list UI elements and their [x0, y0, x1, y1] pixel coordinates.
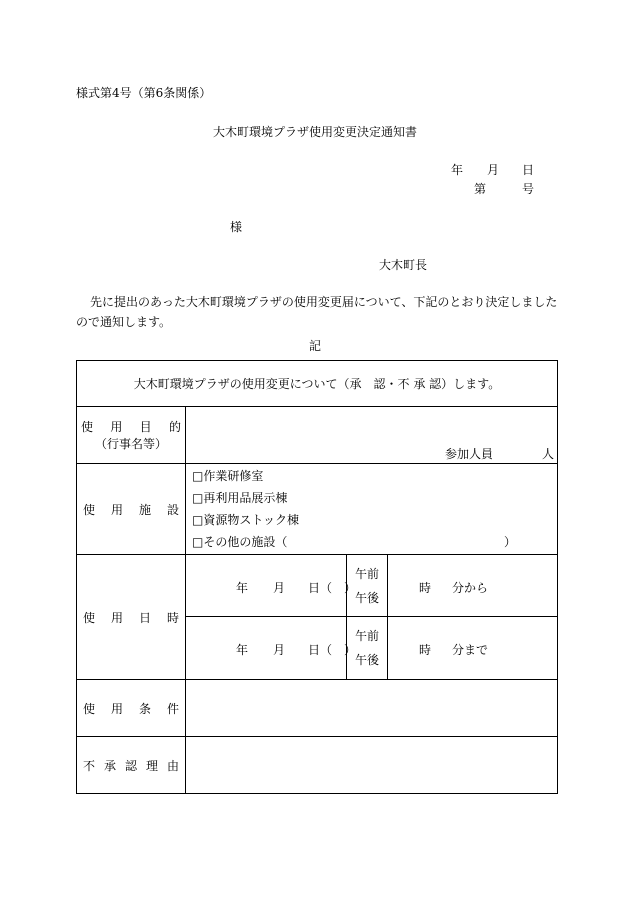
- end-day: 日（ ）: [308, 643, 357, 657]
- conditions-label-char: 件: [166, 701, 179, 716]
- date-day: 日: [522, 163, 535, 177]
- start-hour: 時: [419, 581, 432, 595]
- purpose-sub-label: （行事名等）: [94, 437, 167, 451]
- end-pm[interactable]: 午後: [354, 653, 379, 667]
- conditions-label-char: 用: [110, 701, 123, 716]
- start-day: 日（ ）: [308, 581, 357, 595]
- conditions-label-char: 使: [83, 701, 96, 716]
- purpose-label-char: 使: [81, 420, 94, 434]
- purpose-label-char: 目: [139, 420, 152, 434]
- start-date-field[interactable]: [186, 555, 357, 617]
- sender-name: 大木町長: [379, 258, 428, 272]
- purpose-field[interactable]: [186, 407, 558, 464]
- approval-header: 大木町環境プラザの使用変更について（承 認・不 承 認）します。: [77, 361, 558, 407]
- document-title: 大木町環境プラザ使用変更決定通知書: [212, 125, 417, 139]
- purpose-label-char: 用: [110, 420, 123, 434]
- body-text-line2: ので通知します。: [76, 315, 172, 329]
- end-month: 月: [273, 643, 286, 657]
- conditions-label-cell: [77, 680, 186, 737]
- facility-label-cell: [77, 464, 186, 555]
- purpose-label-char: 的: [168, 420, 181, 434]
- facility-other-close: ）: [504, 535, 517, 549]
- reason-label-char: 認: [124, 758, 137, 773]
- date-year: 年: [451, 163, 464, 177]
- form-number: 様式第4号（第6条関係）: [76, 86, 212, 100]
- reason-label-char: 承: [103, 758, 116, 773]
- start-from: 分から: [452, 581, 489, 595]
- date-month: 月: [487, 163, 500, 177]
- body-text-line1: 先に提出のあった大木町環境プラザの使用変更届について、下記のとおり決定しました: [90, 295, 558, 309]
- conditions-field[interactable]: [186, 680, 558, 737]
- end-year: 年: [236, 643, 249, 657]
- facility-label-char: 設: [166, 502, 179, 517]
- reason-label-cell: [77, 737, 186, 794]
- facility-other-label: □その他の施設（: [192, 535, 288, 549]
- reason-field[interactable]: [186, 737, 558, 794]
- facility-option-other[interactable]: [186, 531, 557, 553]
- reason-label-char: 理: [145, 758, 158, 773]
- reason-label-char: 不: [83, 758, 96, 773]
- facility-label-char: 施: [138, 502, 151, 517]
- addressee-honorific: 様: [230, 220, 243, 234]
- start-pm[interactable]: 午後: [354, 590, 379, 605]
- form-table: [76, 360, 558, 794]
- end-time-field[interactable]: [388, 617, 558, 680]
- facility-option-reuse-hall[interactable]: □再利用品展示棟: [192, 491, 288, 505]
- end-date-field[interactable]: [186, 617, 357, 680]
- start-year: 年: [236, 581, 249, 595]
- facility-options: [186, 464, 558, 555]
- reason-label-char: 由: [166, 758, 179, 773]
- facility-label-char: 用: [110, 502, 123, 517]
- conditions-label-char: 条: [138, 701, 151, 716]
- start-time-field[interactable]: [388, 555, 558, 617]
- purpose-label-cell: [77, 407, 186, 464]
- datetime-label-cell: [77, 555, 186, 680]
- doc-number-prefix: 第: [474, 182, 487, 196]
- facility-label-char: 使: [83, 502, 96, 517]
- datetime-label-char: 日: [138, 610, 151, 625]
- doc-number-suffix: 号: [522, 182, 535, 196]
- facility-option-stock-hall[interactable]: □資源物ストック棟: [192, 513, 299, 527]
- end-hour: 時: [419, 643, 432, 657]
- end-am[interactable]: 午前: [354, 629, 379, 643]
- participants-label: 参加人員: [445, 447, 494, 461]
- datetime-label-char: 使: [83, 610, 96, 625]
- start-am[interactable]: 午前: [354, 566, 379, 581]
- datetime-label-char: 時: [166, 610, 179, 625]
- ki-heading: 記: [308, 339, 321, 353]
- participants-unit: 人: [542, 447, 555, 461]
- start-month: 月: [273, 581, 286, 595]
- end-to: 分まで: [452, 643, 489, 657]
- facility-option-workshop[interactable]: □作業研修室: [192, 469, 264, 483]
- datetime-label-char: 用: [110, 610, 123, 625]
